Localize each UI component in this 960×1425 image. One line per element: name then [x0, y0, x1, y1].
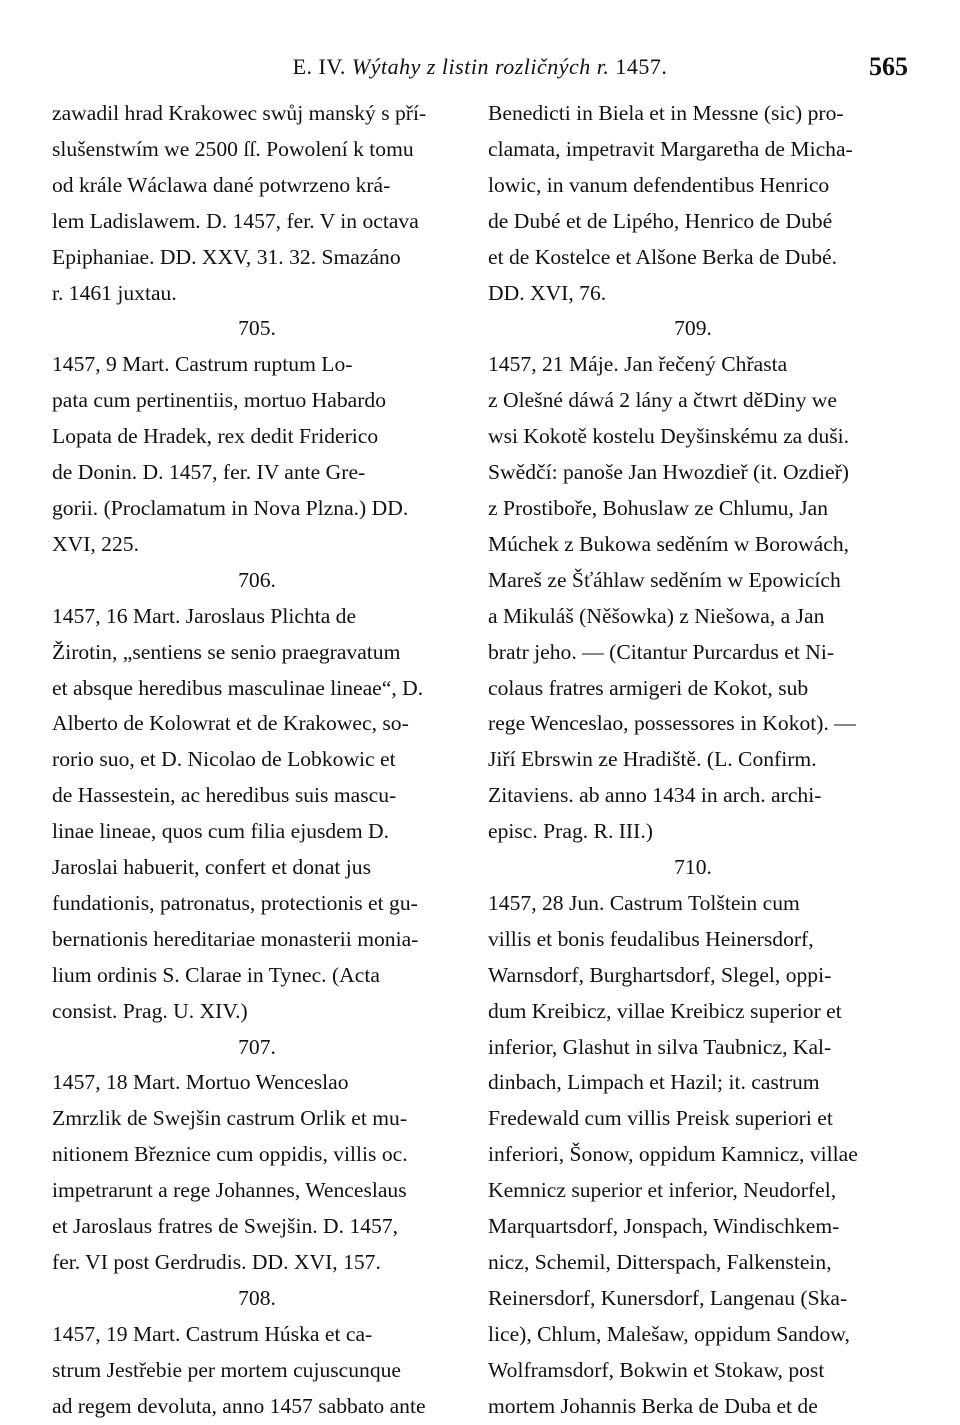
left-column [52, 96, 462, 1425]
text-line: de Dubé et de Lipého, Henrico de Dubé [488, 208, 833, 233]
text-line: Múchek z Bukowa seděním w Borowách, [488, 531, 850, 556]
text-line: slušenstwím we 2500 ſſ. Powolení k tomu [52, 136, 414, 161]
text-line: de Donin. D. 1457, fer. IV ante Gre- [52, 460, 366, 485]
text-line: z Olešné dáwá 2 lány a čtwrt děDiny we [488, 388, 837, 413]
text-line: 1457, 9 Mart. Castrum ruptum Lo- [52, 352, 353, 377]
text-line: a Mikuláš (Něšowka) z Niešowa, a Jan [488, 603, 825, 628]
text-line: nicz, Schemil, Ditterspach, Falkenstein, [488, 1250, 832, 1274]
text-line: et Jaroslaus fratres de Swejšin. D. 1457, [52, 1214, 399, 1239]
text-line: Zitaviens. ab anno 1434 in arch. archi- [488, 783, 822, 808]
text-line: de Hassestein, ac heredibus suis mascu- [52, 783, 397, 808]
text-line: lowic, in vanum defendentibus Henrico [488, 172, 830, 197]
text-line: lice), Chlum, Malešaw, oppidum Sandow, [488, 1321, 850, 1346]
text-line: Zmrzlik de Swejšin castrum Orlik et mu- [52, 1106, 408, 1131]
text-line: clamata, impetravit Margaretha de Micha- [488, 136, 853, 161]
text-line: gorii. (Proclamatum in Nova Plzna.) DD. [52, 495, 409, 520]
text-line: rege Wenceslao, possessores in Kokot). — [488, 711, 856, 736]
text-line: 1457, 28 Jun. Castrum Tolštein cum [488, 890, 800, 915]
section-label: E. IV. [292, 54, 346, 79]
text-line: bernationis hereditariae monasterii monia- [52, 926, 419, 951]
text-line: od krále Wáclawa dané potwrzeno krá- [52, 172, 391, 197]
text-line: consist. Prag. U. XIV.) [52, 998, 248, 1023]
text-line: Swědčí: panoše Jan Hwozdieř (it. Ozdieř) [488, 460, 849, 485]
text-line: XVI, 225. [52, 531, 139, 556]
text-line: bratr jeho. — (Citantur Purcardus et Ni- [488, 639, 835, 664]
text-line: inferior, Glashut in silva Taubnicz, Kal- [488, 1034, 832, 1059]
text-line: lium ordinis S. Clarae in Tynec. (Acta [52, 962, 380, 987]
text-line: Lopata de Hradek, rex dedit Friderico [52, 424, 379, 449]
text-line: linae lineae, quos cum filia ejusdem D. [52, 819, 390, 844]
text-line: impetrarunt a rege Johannes, Wenceslaus [52, 1178, 407, 1203]
text-line: lem Ladislawem. D. 1457, fer. V in octava [52, 208, 419, 233]
text-line: ad regem devoluta, anno 1457 sabbato ante [52, 1393, 426, 1418]
entry-number: 707. [238, 1034, 276, 1059]
text-line: wsi Kokotě kostelu Deyšinskému za duši. [488, 424, 850, 449]
text-line: Benedicti in Biela et in Messne (sic) pro- [488, 101, 844, 125]
right-column [488, 96, 898, 1425]
entry-number: 710. [674, 855, 712, 880]
entry-number: 706. [238, 567, 276, 592]
text-line: 1457, 16 Mart. Jaroslaus Plichta de [52, 603, 357, 628]
text-line: strum Jestřebie per mortem cujuscunque [52, 1357, 402, 1382]
text-line: Epiphaniae. DD. XXV, 31. 32. Smazáno [52, 244, 401, 269]
text-line: Wolframsdorf, Bokwin et Stokaw, post [488, 1357, 825, 1382]
text-line: DD. XVI, 76. [488, 280, 607, 305]
text-line: Reinersdorf, Kunersdorf, Langenau (Ska- [488, 1285, 848, 1310]
text-line: Žirotin, „sentiens se senio praegravatum [52, 639, 401, 664]
text-line: et absque heredibus masculinae lineae“, D. [52, 675, 424, 700]
text-line: et de Kostelce et Alšone Berka de Dubé. [488, 244, 837, 269]
text-line: dum Kreibicz, villae Kreibicz superior et [488, 998, 842, 1023]
text-line: Fredewald cum villis Preisk superiori et [488, 1106, 833, 1131]
text-line: pata cum pertinentiis, mortuo Habardo [52, 388, 387, 413]
text-line: dinbach, Limpach et Hazil; it. castrum [488, 1070, 820, 1095]
title-text: Wýtahy z listin rozličných r. [351, 54, 610, 79]
text-line: colaus fratres armigeri de Kokot, sub [488, 675, 809, 700]
text-line: Marquartsdorf, Jonspach, Windischkem- [488, 1214, 840, 1239]
text-line: Jaroslai habuerit, confert et donat jus [52, 855, 372, 880]
text-line: rorio suo, et D. Nicolao de Lobkowic et [52, 747, 396, 772]
page-number: 565 [869, 52, 908, 81]
entry-number: 708. [238, 1285, 276, 1310]
entry-number: 705. [238, 316, 276, 341]
text-line: r. 1461 juxtau. [52, 280, 177, 305]
text-line: Alberto de Kolowrat et de Krakowec, so- [52, 711, 409, 736]
text-line: villis et bonis feudalibus Heinersdorf, [488, 926, 814, 951]
running-title [52, 54, 908, 80]
text-line: Warnsdorf, Burghartsdorf, Slegel, oppi- [488, 962, 832, 987]
text-line: fundationis, patronatus, protectionis et gu- [52, 890, 418, 915]
running-header [52, 52, 908, 88]
text-line: 1457, 21 Máje. Jan řečený Chřasta [488, 352, 788, 377]
title-year: 1457. [615, 54, 668, 79]
text-line: fer. VI post Gerdrudis. DD. XVI, 157. [52, 1250, 381, 1274]
text-line: Jiří Ebrswin ze Hradiště. (L. Confirm. [488, 747, 817, 772]
text-line: mortem Johannis Berka de Duba et de [488, 1393, 818, 1418]
text-line: Mareš ze Šťáhlaw seděním w Epowicích [488, 567, 841, 592]
entry-number: 709. [674, 316, 712, 341]
text-line: zawadil hrad Krakowec swůj manský s pří- [52, 101, 427, 125]
text-line: 1457, 18 Mart. Mortuo Wenceslao [52, 1070, 349, 1095]
text-line: episc. Prag. R. III.) [488, 819, 653, 844]
text-line: nitionem Březnice cum oppidis, villis oc. [52, 1142, 408, 1167]
text-line: Kemnicz superior et inferior, Neudorfel, [488, 1178, 837, 1203]
text-line: inferiori, Šonow, oppidum Kamnicz, villae [488, 1142, 858, 1167]
text-line: 1457, 19 Mart. Castrum Húska et ca- [52, 1321, 373, 1346]
text-line: z Prostiboře, Bohuslaw ze Chlumu, Jan [488, 495, 829, 520]
